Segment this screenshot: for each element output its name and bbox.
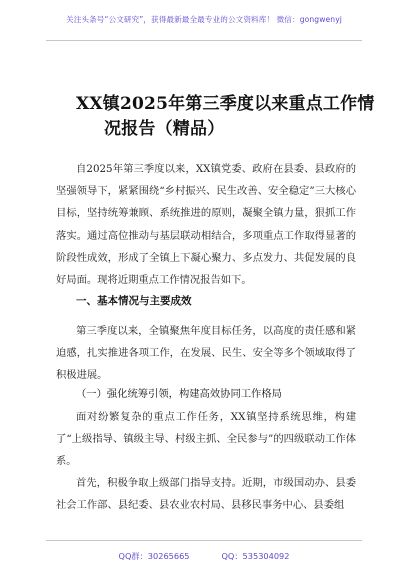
footer-qq-number: QQ：535304092 bbox=[221, 551, 290, 561]
footer-qq-group: QQ群：30265665 bbox=[118, 551, 190, 561]
subsection-paragraph-1: 面对纷繁复杂的重点工作任务，XX镇坚持系统思维，构建了“上级指导、镇级主导、村级主抓、全民参与”的四级联动工作体系。 bbox=[56, 411, 356, 468]
intro-paragraph: 自2025年第三季度以来，XX镇党委、政府在县委、县政府的坚强领导下，紧紧围绕“乡村振兴、民生改善、安全稳定”三大核心目标，坚持统筹兼顾、系统推进的原则，凝聚全镇力量，狠抓工作落实。通过高位推动与基层联动相结合，多项重点工作取得显著的阶段性成效，形成了全镇上下凝心聚力、多点发力、共促发展的良好局面。现将近期重点工作情况报告如下。 bbox=[56, 163, 356, 287]
section-1-paragraph: 第三季度以来，全镇聚焦年度目标任务，以高度的责任感和紧迫感，扎实推进各项工作，在发展、民生、安全等多个领域取得了积极进展。 bbox=[56, 325, 356, 382]
document-title bbox=[60, 92, 375, 142]
footer-divider bbox=[46, 540, 362, 541]
subsection-paragraph-2: 首先，积极争取上级部门指导支持。近期，市级国动办、县委社会工作部、县纪委、县农业农村局、县移民事务中心、县委组 bbox=[56, 477, 356, 512]
subsection-heading-1: （一）强化统筹引领，构建高效协同工作格局 bbox=[76, 388, 282, 400]
header-divider bbox=[46, 40, 362, 41]
header-promo-note: 关注头条号“公文研究”，获得最新最全最专业的公文资料库！ 微信：gongwenyj bbox=[66, 15, 342, 24]
footer-contact bbox=[0, 551, 408, 562]
title-line-1: XX镇2025年第三季度以来重点工作情 bbox=[76, 94, 375, 114]
title-line-2: 况报告（精品） bbox=[104, 119, 225, 139]
section-heading-1: 一、基本情况与主要成效 bbox=[76, 295, 192, 307]
